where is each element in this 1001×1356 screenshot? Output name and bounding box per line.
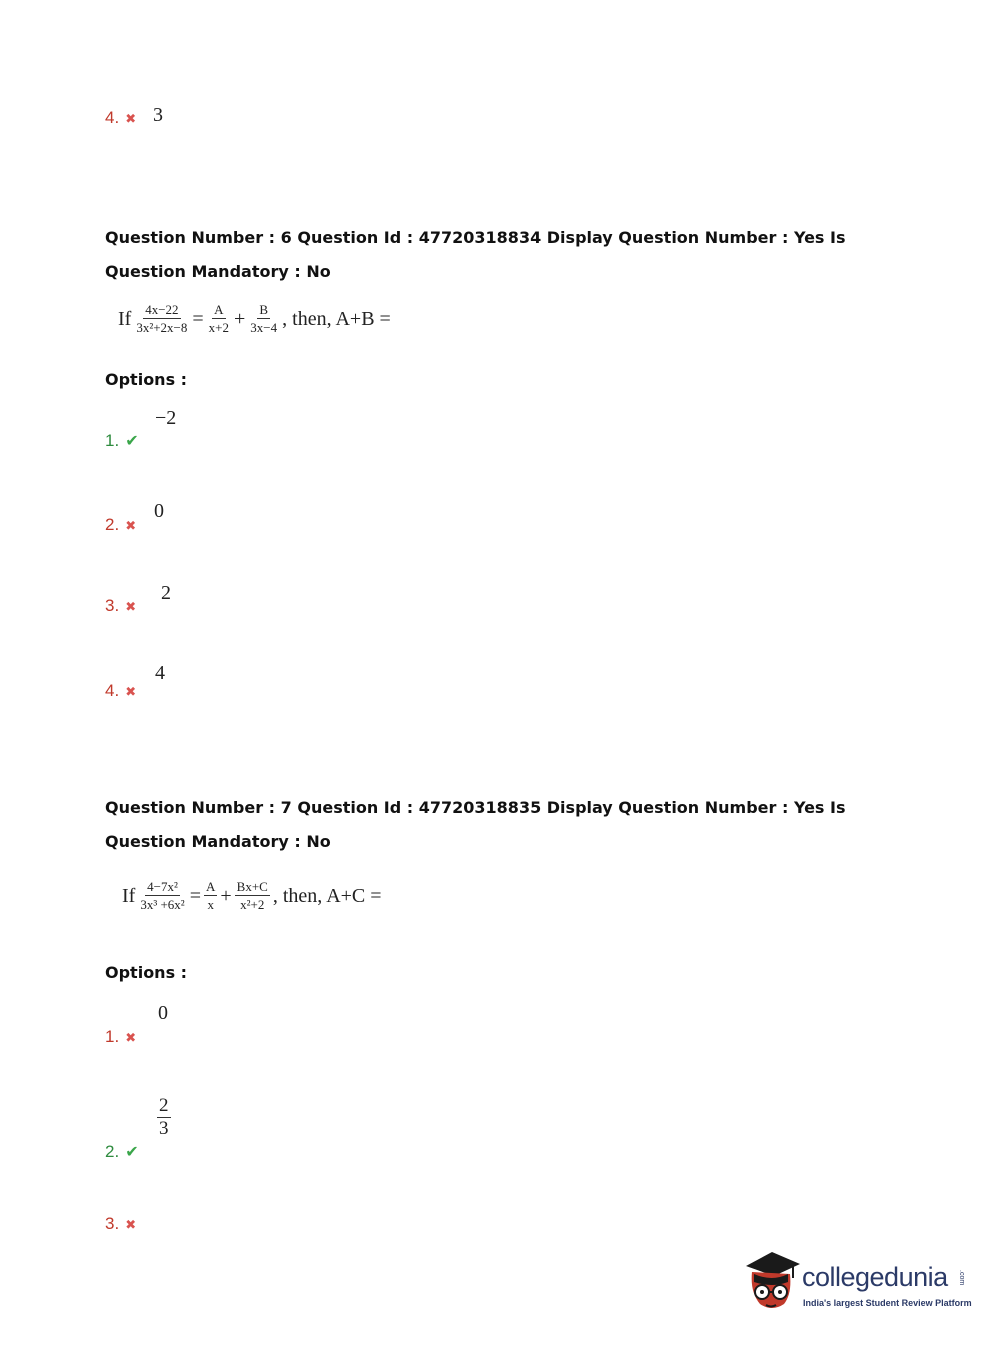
question-6-header: Question Number : 6 Question Id : 47720318834 Display Question Number : Yes Is Question Mandatory : No	[105, 228, 846, 281]
option-value: 2	[161, 582, 171, 604]
numerator: Bx+C	[236, 879, 268, 894]
fraction	[248, 302, 279, 336]
option-number: 1.	[105, 1027, 120, 1046]
numerator: A	[214, 302, 224, 317]
wrong-mark-icon: ✖	[125, 1031, 137, 1046]
fraction	[204, 879, 217, 913]
math-text: If	[118, 307, 132, 330]
numerator: A	[206, 879, 216, 894]
options-label: Options :	[105, 963, 188, 982]
mascot-icon	[742, 1248, 802, 1316]
fraction	[235, 879, 270, 913]
plus-sign: +	[220, 884, 232, 907]
option-value: 0	[158, 1002, 168, 1024]
logo-name: collegedunia	[802, 1262, 948, 1292]
numerator: 4−7x²	[147, 879, 178, 894]
numerator: 2	[159, 1095, 169, 1116]
question-6-equation	[118, 302, 391, 336]
denominator: 3x²+2x−8	[136, 320, 188, 335]
fraction	[134, 302, 189, 336]
option-number: 3.	[105, 596, 120, 615]
logo-tagline: India's largest Student Review Platform	[803, 1298, 972, 1308]
plus-sign: +	[234, 307, 246, 330]
option-value: 4	[155, 662, 165, 684]
q6-option-4	[105, 681, 136, 701]
option-value: 0	[154, 500, 164, 522]
q6-option-3	[105, 596, 136, 616]
equals-sign: =	[189, 884, 201, 907]
option-value-fraction	[157, 1095, 171, 1140]
denominator: x²+2	[240, 897, 265, 912]
option-value: 3	[153, 104, 163, 126]
math-text: , then, A+B =	[282, 307, 391, 330]
collegedunia-logo	[742, 1248, 972, 1318]
wrong-mark-icon: ✖	[125, 112, 137, 127]
numerator: 4x−22	[145, 302, 179, 317]
denominator: x+2	[208, 320, 230, 335]
q7-option-2	[105, 1142, 139, 1162]
wrong-mark-icon: ✖	[125, 685, 137, 700]
option-number: 2.	[105, 515, 120, 534]
q6-option-1	[105, 431, 139, 451]
denominator: 3x³ +6x²	[140, 897, 185, 912]
prev-option-4	[105, 108, 136, 128]
wrong-mark-icon: ✖	[125, 1218, 137, 1233]
option-number: 4.	[105, 681, 120, 700]
correct-mark-icon: ✔	[125, 431, 139, 450]
option-number: 4.	[105, 108, 120, 127]
option-number: 1.	[105, 431, 120, 450]
wrong-mark-icon: ✖	[125, 600, 137, 615]
math-text: If	[122, 884, 136, 907]
option-number: 3.	[105, 1214, 120, 1233]
correct-mark-icon: ✔	[125, 1142, 139, 1161]
option-value: −2	[155, 407, 177, 429]
wrong-mark-icon: ✖	[125, 519, 137, 534]
question-7-header: Question Number : 7 Question Id : 47720318835 Display Question Number : Yes Is Question Mandatory : No	[105, 798, 846, 851]
q7-option-1	[105, 1027, 136, 1047]
numerator: B	[259, 302, 269, 317]
fraction	[138, 879, 186, 913]
denominator: 3	[159, 1118, 169, 1139]
q7-option-3	[105, 1214, 136, 1234]
denominator: x	[207, 897, 214, 912]
q6-option-2	[105, 515, 136, 535]
equals-sign: =	[192, 307, 204, 330]
fraction	[207, 302, 231, 336]
denominator: 3x−4	[250, 320, 278, 335]
math-text: , then, A+C =	[272, 884, 382, 907]
option-number: 2.	[105, 1142, 120, 1161]
logo-suffix: .com	[958, 1270, 965, 1286]
question-7-equation	[122, 879, 382, 913]
options-label: Options :	[105, 370, 188, 389]
